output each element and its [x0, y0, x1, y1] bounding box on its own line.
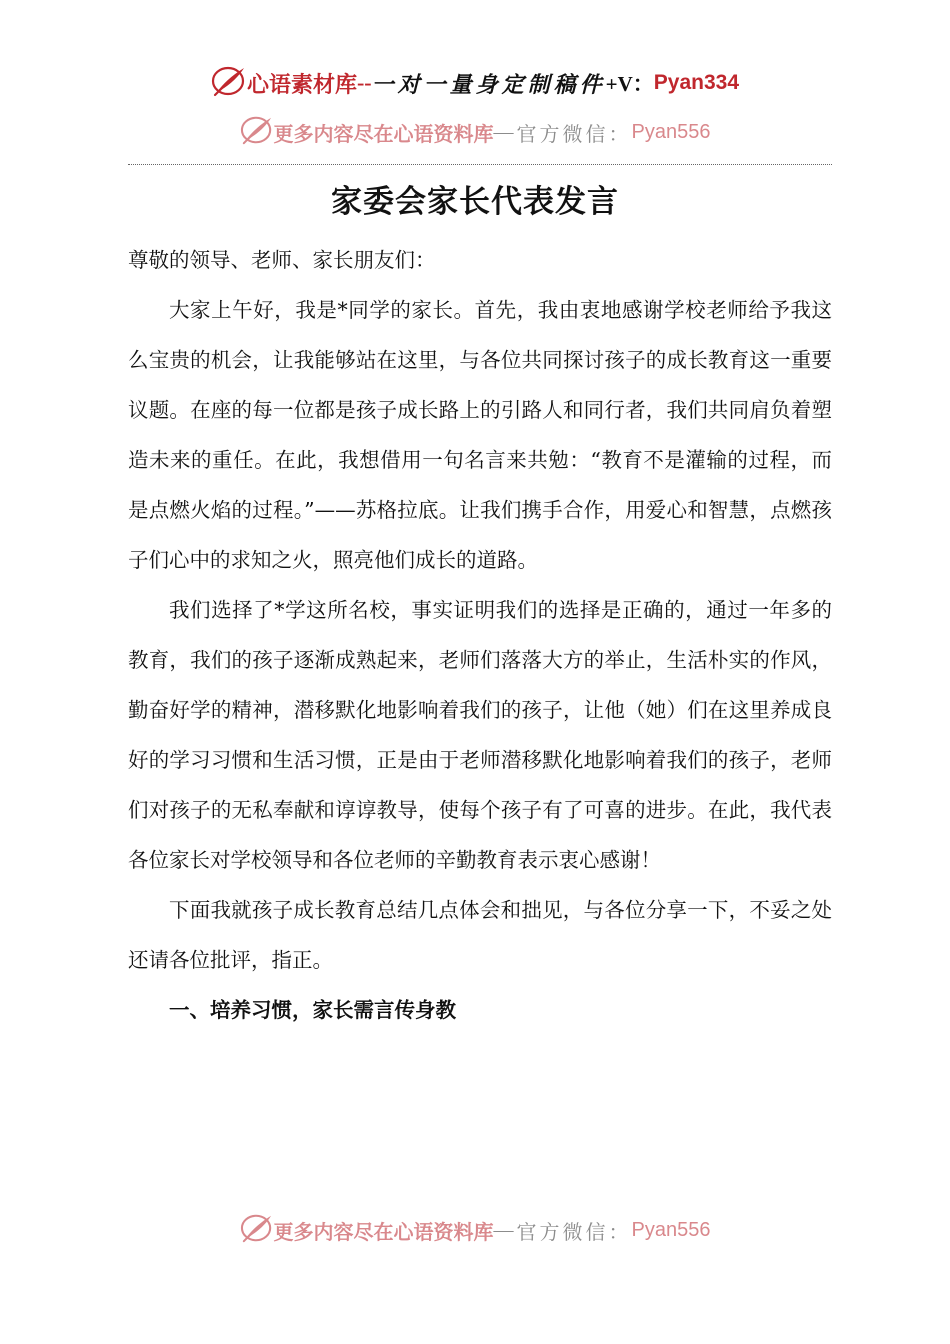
brand-dash: --: [356, 70, 372, 95]
sub-banner-text: 更多内容尽在心语资料库: [273, 123, 494, 146]
footer-wechat-label: 官方微信：: [516, 1221, 632, 1244]
page-title: 家委会家长代表发言: [331, 184, 619, 220]
contact-id: Pyan334: [653, 71, 740, 94]
paragraph-2: 我们选择了*学这所名校，事实证明我们的选择是正确的，通过一年多的教育，我们的孩子逐渐成熟起来，老师们落落大方的举止，生活朴实的作风，勤奋好学的精神，潜移默化地影响着我们的孩子，让他（她）们在这里养成良好的学习习惯和生活习惯，正是由于老师潜移默化地影响着我们的孩子，老师们对孩子的无私奉献和谆谆教导，使每个孩子有了可喜的进步。在此，我代表各位家长对学校领导和各位老师的辛勤教育表示衷心感谢！: [128, 598, 832, 872]
document-body: [128, 235, 832, 1035]
quill-watermark-icon: [240, 114, 274, 150]
footer-wechat-id: Pyan556: [631, 1218, 711, 1241]
sub-banner-wechat-id: Pyan556: [631, 120, 711, 143]
paragraph-3: 下面我就孩子成长教育总结几点体会和拙见，与各位分享一下，不妥之处还请各位批评，指正。: [128, 898, 832, 972]
sub-banner-dash: —: [493, 120, 517, 143]
header-divider: [128, 164, 832, 165]
sub-banner: [0, 114, 950, 150]
section-heading-1: 一、培养习惯，家长需言传身教: [169, 998, 456, 1022]
contact-label: +V：: [605, 72, 654, 96]
quill-logo-icon: [211, 64, 247, 102]
sub-banner-wechat-label: 官方微信：: [516, 123, 632, 146]
footer-banner: [0, 1212, 950, 1248]
brand-name: 心语素材库: [246, 71, 357, 97]
paragraph-1: 大家上午好，我是*同学的家长。首先，我由衷地感谢学校老师给予我这么宝贵的机会，让我能够站在这里，与各位共同探讨孩子的成长教育这一重要议题。在座的每一位都是孩子成长路上的引路人和同行者，我们共同肩负着塑造未来的重任。在此，我想借用一句名言来共勉：“教育不是灌输的过程，而是点燃火焰的过程。”——苏格拉底。让我们携手合作，用爱心和智慧，点燃孩子们心中的求知之火，照亮他们成长的道路。: [128, 298, 832, 572]
footer-text: 更多内容尽在心语资料库: [273, 1221, 494, 1244]
top-banner: [0, 64, 950, 102]
footer-dash: —: [493, 1218, 517, 1241]
greeting: 尊敬的领导、老师、家长朋友们：: [128, 248, 436, 272]
brand-slogan: 一对一量身定制稿件: [371, 71, 606, 97]
quill-footer-icon: [240, 1212, 274, 1248]
